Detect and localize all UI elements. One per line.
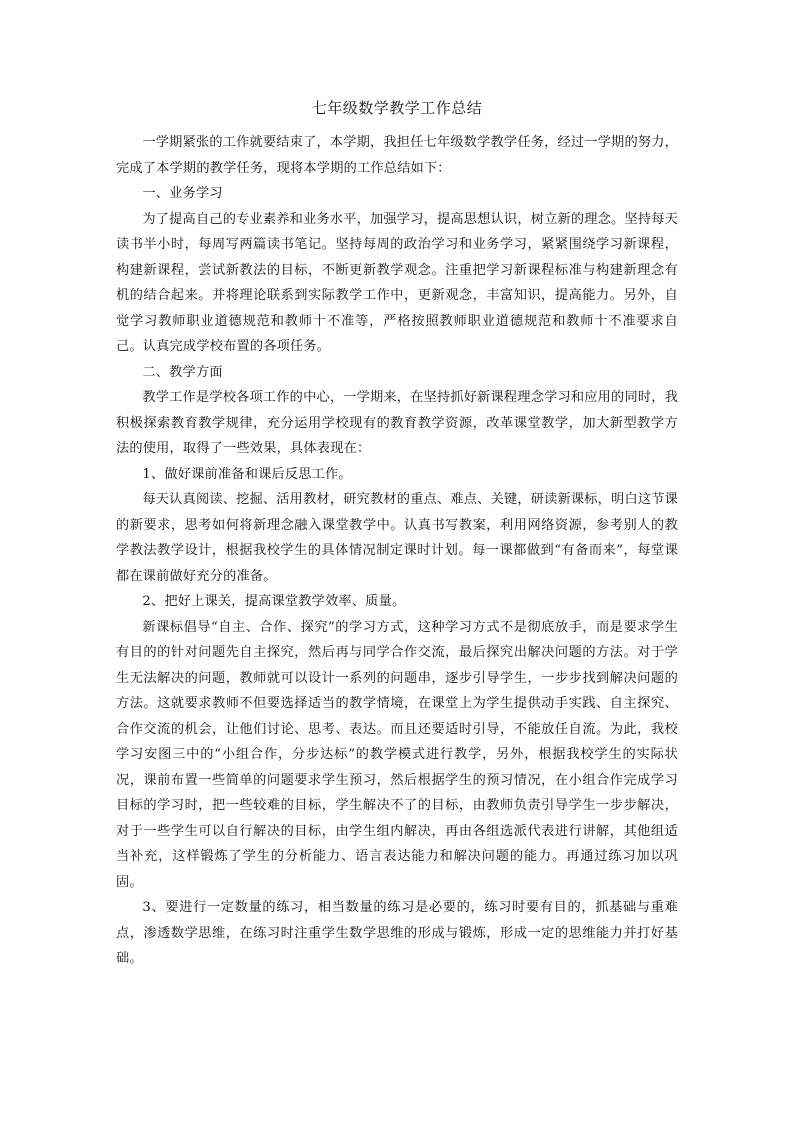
- section-heading-teaching: 二、教学方面: [142, 364, 223, 380]
- item-heading-classroom: 2、把好上课关，提高课堂教学效率、质量。: [142, 594, 406, 609]
- section-heading-business-study: 一、业务学习: [142, 186, 223, 201]
- section-body-business-study: 为了提高自己的专业素养和业务水平，加强学习，提高思想认识，树立新的理念。坚持每天读书半小时，每周写两篇读书笔记。坚持每周的政治学习和业务学习，紧紧围绕学习新课程，构建新课程，尝试新教法的目标，不断更新教学观念。注重把学习新课程标准与构建新理念有机的结合起来。并将理论联系到实际教学工作中，更新观念，丰富知识，提高能力。另外，自觉学习教师职业道德规范和教师十不准等，严格按照教师职业道德规范和教师十不准要求自己。认真完成学校布置的各项任务。: [116, 211, 678, 354]
- item-body-classroom: 新课标倡导“自主、合作、探究”的学习方式，这种学习方式不是彻底放手，而是要求学生有目的的针对问题先自主探究，然后再与同学合作交流，最后探究出解决问题的方法。对于学生无法解决的问题，教师就可以设计一系列的问题串，逐步引导学生，一步步找到解决问题的方法。这就要求教师不但要选择适当的教学情境，在课堂上为学生提供动手实践、自主探究、合作交流的机会，让他们讨论、思考、表达。而且还要适时引导，不能放任自流。为此，我校学习安图三中的“小组合作，分步达标”的教学模式进行教学，另外，根据我校学生的实际状况，课前布置一些简单的问题要求学生预习，然后根据学生的预习情况，在小组合作完成学习目标的学习时，把一些较难的目标，学生解决不了的目标，由教师负责引导学生一步步解决，对于一些学生可以自行解决的目标，由学生组内解决，再由各组选派代表进行讲解，其他组适当补充，这样锻炼了学生的分析能力、语言表达能力和解决问题的能力。再通过练习加以巩固。: [116, 619, 678, 890]
- item-body-preparation: 每天认真阅读、挖掘、活用教材，研究教材的重点、难点、关键，研读新课标，明白这节课的新要求，思考如何将新理念融入课堂教学中。认真书写教案，利用网络资源，参考别人的教学教法教学设计，根据我校学生的具体情况制定课时计划。每一课都做到“有备而来”，每堂课都在课前做好充分的准备。: [116, 492, 678, 584]
- item-heading-preparation: 1、做好课前准备和课后反思工作。: [142, 466, 352, 482]
- section-body-teaching: 教学工作是学校各项工作的中心，一学期来，在坚持抓好新课程理念学习和应用的同时，我积极探索教育教学规律，充分运用学校现有的教育教学资源，改革课堂教学，加大新型教学方法的使用，取得了一些效果，具体表现在：: [116, 390, 678, 456]
- document-title: 七年级数学教学工作总结: [311, 99, 483, 117]
- intro-paragraph: 一学期紧张的工作就要结束了，本学期，我担任七年级数学教学任务，经过一学期的努力，完成了本学期的教学任务，现将本学期的工作总结如下：: [116, 135, 678, 176]
- item-body-practice: 3、要进行一定数量的练习，相当数量的练习是必要的，练习时要有目的，抓基础与重难点，渗透数学思维，在练习时注重学生数学思维的形成与锻炼，形成一定的思维能力并打好基础。: [116, 900, 678, 966]
- document-page: [116, 96, 678, 972]
